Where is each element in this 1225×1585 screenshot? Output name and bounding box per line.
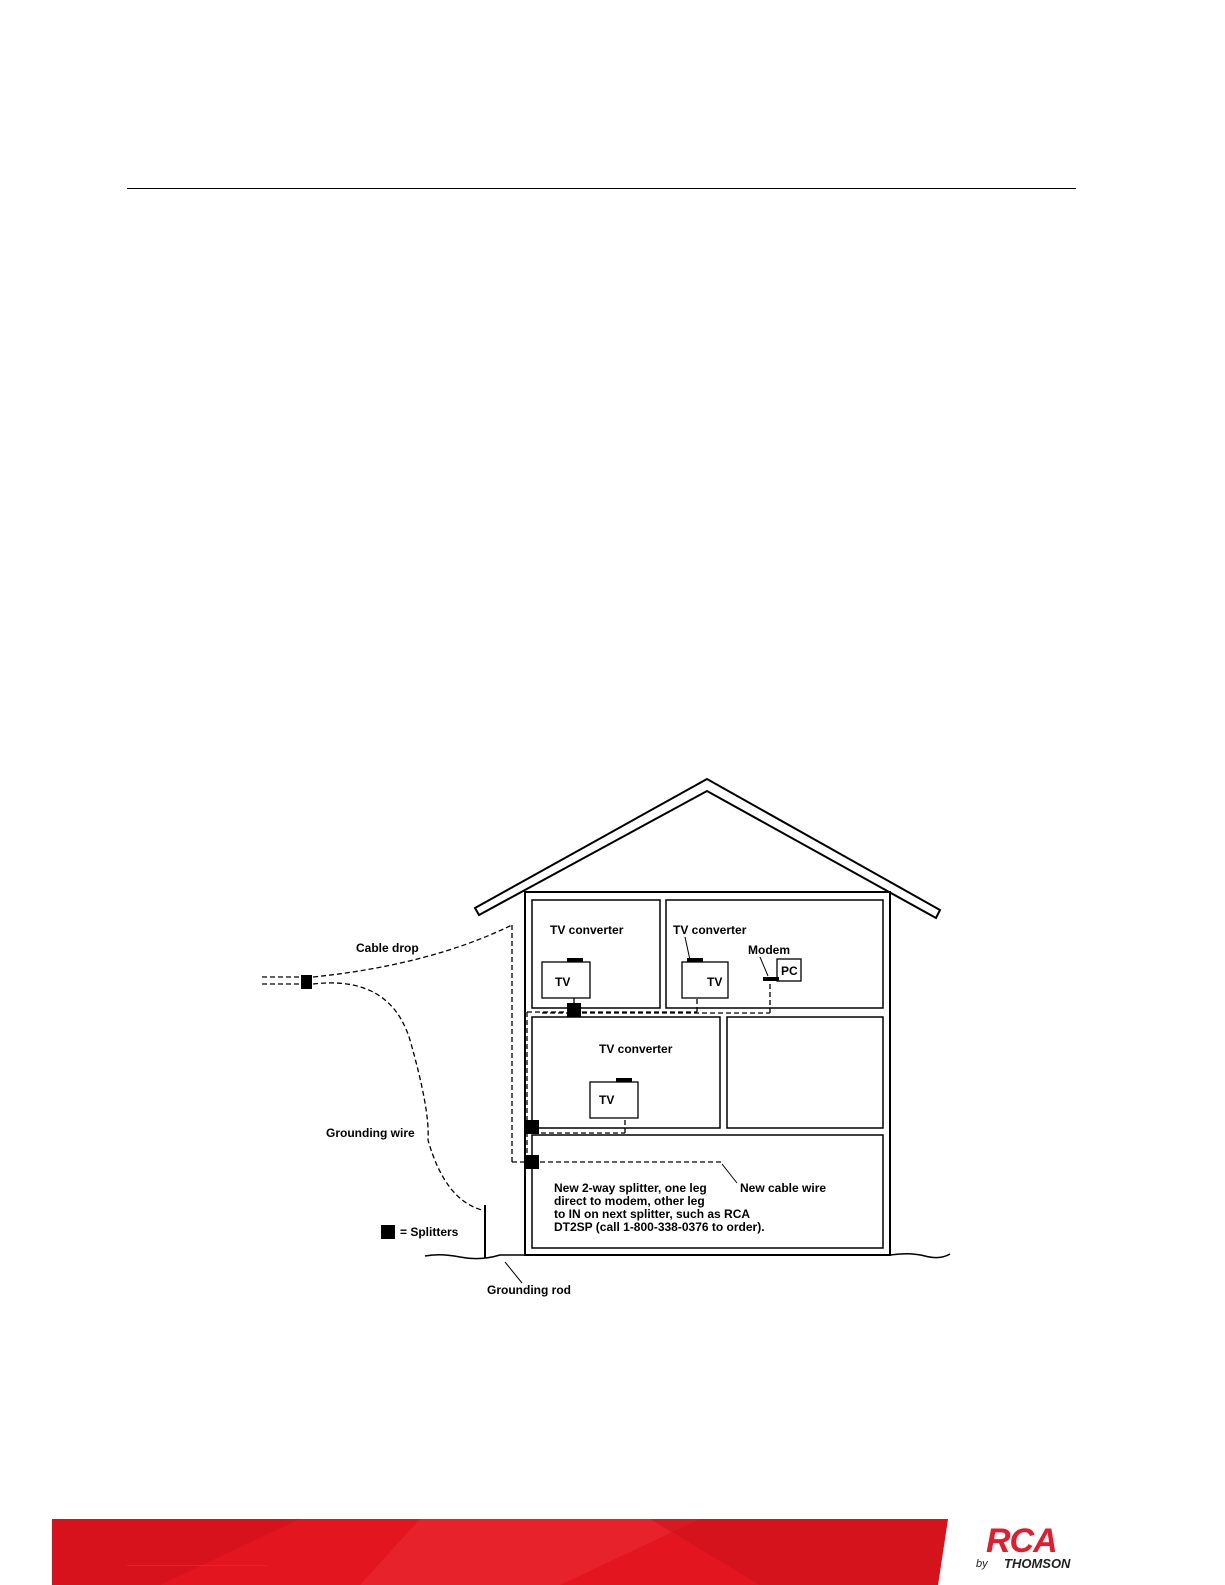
roof [475,779,940,918]
footer-link-underline[interactable] [127,1565,267,1566]
modem-bar [763,977,779,981]
label-pc: PC [781,964,798,978]
tv-converter-2-leader [685,937,690,960]
new-cable-wire-leader [722,1164,737,1183]
label-tv-converter-2: TV converter [673,923,747,937]
splitter-note-line: direct to modem, other leg [554,1194,705,1208]
label-tv-converter-1: TV converter [550,923,624,937]
logo-brand: RCA [986,1522,1057,1560]
splitter-note-line: New 2-way splitter, one leg [554,1181,707,1195]
label-tv-1: TV [555,975,571,989]
splitter-legend-swatch [381,1225,395,1239]
splitter-new [525,1155,539,1169]
splitter-note-line: DT2SP (call 1-800-338-0376 to order). [554,1220,765,1234]
label-grounding-wire: Grounding wire [326,1126,415,1140]
label-modem: Modem [748,943,790,957]
splitter-note-line: to IN on next splitter, such as RCA [554,1207,751,1221]
tv-converter-3-bar [616,1078,632,1082]
label-tv-2: TV [707,975,723,989]
label-cable-drop: Cable drop [356,941,419,955]
label-splitters-legend: = Splitters [400,1225,459,1239]
label-grounding-rod: Grounding rod [487,1283,571,1297]
grounding-rod-leader [505,1262,522,1283]
rca-thomson-logo [976,1522,1096,1582]
label-tv-3: TV [599,1093,615,1107]
logo-by: by [976,1558,988,1570]
tv-converter-2-bar [687,958,703,962]
splitter-middle [525,1120,539,1134]
room-middle-right [727,1017,883,1128]
label-new-cable-wire: New cable wire [740,1181,827,1195]
tv-converter-1-bar [567,958,583,962]
splitter-outside [301,975,312,989]
splitter-top [567,1003,581,1017]
label-tv-converter-3: TV converter [599,1042,673,1056]
modem-leader [760,957,768,976]
logo-company: THOMSON [1004,1556,1071,1571]
